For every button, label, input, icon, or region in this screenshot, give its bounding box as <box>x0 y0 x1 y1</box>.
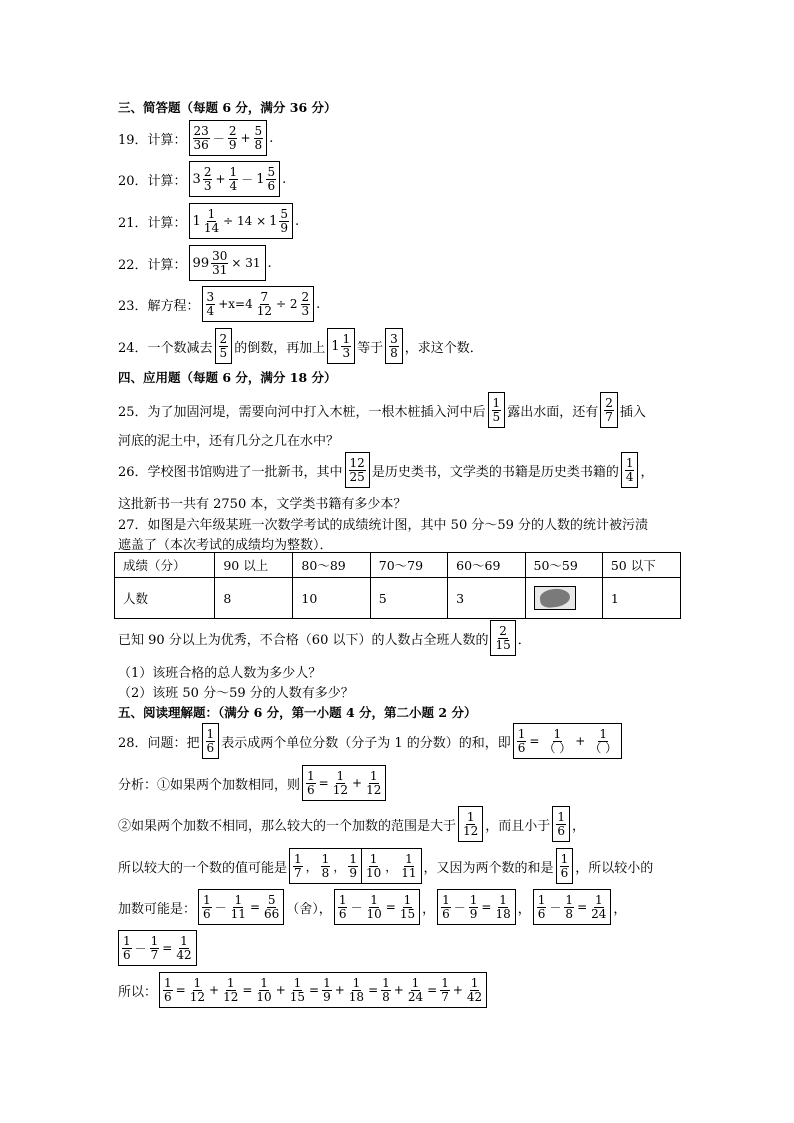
fraction-box: 2 5 <box>215 328 233 364</box>
analysis-3-text-1: 所以较大的一个数的值可能是 <box>118 860 288 876</box>
stain-blob <box>538 587 570 609</box>
fraction-box: $\frac{1}{6}$ = 1 （ ） + 1 （ ） <box>513 723 622 759</box>
section-5-title: 五、阅读理解题：（满分 6 分，第一小题 4 分，第二小题 2 分） <box>118 705 477 720</box>
question-23-formula: 3 4 +x=4 $\frac{7}{12}$ ÷ 2 2 3 <box>202 286 315 322</box>
fraction-box: 1 6 <box>552 806 570 842</box>
analysis-1 <box>118 765 388 801</box>
analysis-2 <box>118 806 585 842</box>
question-23: 23．解方程： 3 4 +x=4 $\frac{7}{12}$ ÷ 2 2 3 . <box>118 286 320 322</box>
question-20-label: 20．计算： <box>118 173 187 189</box>
question-21: 21．计算： 1 $\frac{1}{14}$ ÷ 14 × 1 5 9 . <box>118 203 299 239</box>
question-19-label: 19．计算： <box>118 132 187 148</box>
analysis-2-text-3: ， <box>571 818 585 834</box>
question-26-line-2: 这批新书一共有 2750 本，文学类书籍有多少本？ <box>118 497 407 512</box>
table-cell: 50～59 <box>525 553 602 578</box>
fraction-box: 3 8 <box>385 328 403 364</box>
question-24-text-1: 24．一个数减去 <box>118 340 213 356</box>
stain-cell <box>525 578 602 619</box>
conclusion <box>118 972 489 1008</box>
question-27-sub-2: （2）该班 50 分～59 分的人数有多少？ <box>118 686 354 701</box>
question-24-text-2: 的倒数，再加上 <box>234 340 326 356</box>
fraction-box: 2 7 <box>600 392 618 428</box>
fraction-box: 1 6 <box>556 848 574 884</box>
question-19-formula: 23 36 － 2 9 + $\frac{5}{8}$ <box>189 120 268 156</box>
question-26-text-1: 26．学校图书馆购进了一批新书，其中 <box>118 464 343 480</box>
table-cell: 5 <box>370 578 447 619</box>
question-26-text-2: 是历史类书，文学类的书籍是历史类书籍的 <box>371 464 619 480</box>
table-cell: 70～79 <box>370 553 447 578</box>
table-cell: 1 <box>602 578 680 619</box>
question-28 <box>118 723 624 759</box>
score-table <box>114 552 681 619</box>
question-27-line-1: 27．如图是六年级某班一次数学考试的成绩统计图，其中 50 分～59 分的人数的统计被污渍 <box>118 518 649 533</box>
table-cell: 8 <box>215 578 293 619</box>
fraction-box: 1 1 3 <box>327 328 355 364</box>
question-23-label: 23．解方程： <box>118 298 200 314</box>
analysis-1-text: 分析：①如果两个加数相同，则 <box>118 777 301 793</box>
analysis-4-text-1: 加数可能是： <box>118 901 197 917</box>
analysis-5 <box>118 930 199 966</box>
table-cell: 10 <box>293 578 370 619</box>
question-25-line-2: 河底的泥土中，还有几分之几在水中？ <box>118 434 340 449</box>
analysis-3-text-2: ，又因为两个数的和是 <box>423 860 554 876</box>
question-22-formula: 99 $\frac{30}{31}$ × 31 <box>189 245 266 281</box>
fraction-box: 1 6 － $\frac{1}{7}$ = $\frac{1}{42}$ <box>118 930 197 966</box>
table-cell: 人数 <box>115 578 215 619</box>
fraction-box: $\frac{1}{6}$ = $\frac{1}{12}$ + $\frac{1}{12}$ <box>302 765 386 801</box>
question-25-text-1: 25．为了加固河堤，需要向河中打入木桩，一根木桩插入河中后 <box>118 404 486 420</box>
table-cell: 3 <box>448 578 525 619</box>
fraction-box: 1 6 － $\frac{1}{10}$ = $\frac{1}{15}$ <box>334 889 420 925</box>
fraction-box: 1 6 <box>202 723 220 759</box>
fraction-box: 1 12 <box>458 806 483 842</box>
fraction-box: 1 6 － $\frac{1}{8}$ = $\frac{1}{24}$ <box>533 889 612 925</box>
fraction-box: 1 7 ， 1 8 ， 1 9 <box>289 848 362 884</box>
question-21-label: 21．计算： <box>118 215 187 231</box>
analysis-3-text-3: ，所以较小的 <box>575 860 654 876</box>
question-25-text-2: 露出水面，还有 <box>507 404 599 420</box>
table-row <box>115 578 681 619</box>
fraction-box: $\frac{1}{6}$ = $\frac{1}{12}$ + $\frac{1}{12}$ = $\frac{1}{10}$ + $\frac{1}{15}$ = $\frac{1}{9}$ + $\frac{1}{18}$ = $\frac{1}{8}$ + $\frac{1}{24}$ = $\frac{1}{7}$ + $\frac{1}{42}$ <box>159 972 487 1008</box>
question-26 <box>118 452 654 488</box>
table-header-row <box>115 553 681 578</box>
question-21-formula: 1 $\frac{1}{14}$ ÷ 14 × 1 5 9 <box>189 203 294 239</box>
question-27-sub-1: （1）该班合格的总人数为多少人？ <box>118 666 322 681</box>
question-27-line-2: 遮盖了（本次考试的成绩均为整数）． <box>118 538 333 553</box>
table-cell: 80～89 <box>293 553 370 578</box>
question-22-label: 22．计算： <box>118 257 187 273</box>
fraction-box: 12 25 <box>345 452 370 488</box>
section-4-title: 四、应用题（每题 6 分，满分 18 分） <box>118 370 337 385</box>
question-27-text-2: ． <box>517 632 531 648</box>
question-24-text-4: ，求这个数． <box>404 340 483 356</box>
section-3-title: 三、简答题（每题 6 分，满分 36 分） <box>118 100 337 115</box>
analysis-4-text-2: （舍）， <box>286 901 332 917</box>
fraction-box: 1 5 <box>488 392 506 428</box>
fraction-box: 1 6 － $\frac{1}{11}$ = $\frac{5}{66}$ <box>198 889 284 925</box>
question-28-text-1: 28．问题：把 <box>118 735 200 751</box>
fraction-box: 1 4 <box>621 452 639 488</box>
question-20: 20．计算： 3 2 3 + $\frac{1}{4}$ － 1 5 6 . <box>118 161 286 197</box>
question-25 <box>118 392 646 428</box>
fraction-box: 1 10 ， 1 11 <box>361 848 422 884</box>
table-cell: 成绩（分） <box>115 553 215 578</box>
analysis-2-text-2: ，而且小于 <box>485 818 551 834</box>
table-cell: 60～69 <box>448 553 525 578</box>
question-26-text-3: ， <box>640 464 654 480</box>
analysis-2-text-1: ②如果两个加数不相同，那么较大的一个加数的范围是大于 <box>118 818 457 834</box>
analysis-3 <box>118 848 653 884</box>
question-24 <box>118 328 483 364</box>
question-24-text-3: 等于 <box>357 340 384 356</box>
table-cell: 90 以上 <box>215 553 293 578</box>
fraction-box: 1 6 － $\frac{1}{9}$ = $\frac{1}{18}$ <box>437 889 516 925</box>
question-27-after <box>118 620 531 656</box>
question-20-formula: 3 2 3 + $\frac{1}{4}$ － 1 5 6 <box>189 161 281 197</box>
table-cell: 50 以下 <box>602 553 680 578</box>
question-22: 22．计算： 99 $\frac{30}{31}$ × 31 . <box>118 245 272 281</box>
question-27-text-1: 已知 90 分以上为优秀，不合格（60 以下）的人数占全班人数的 <box>118 632 489 648</box>
conclusion-label: 所以： <box>118 984 158 1000</box>
question-19: 19．计算： 23 36 － 2 9 + $\frac{5}{8}$ . <box>118 120 273 156</box>
fraction-box: 2 15 <box>490 620 515 656</box>
ink-stain-image <box>534 586 576 610</box>
question-25-text-3: 插入 <box>619 404 646 420</box>
question-28-text-2: 表示成两个单位分数（分子为 1 的分数）的和，即 <box>221 735 511 751</box>
analysis-4: 加数可能是： 1 6 － $\frac{1}{11}$ = $\frac{5}{66}$ （舍）， 1 6 － $\frac{1}{10}$ = $\frac{1}{15}$ ， 1 6 － $\frac{1}{9}$ = $\frac{1}{18}$ ， 1 6 － $\frac{1}{8}$ = $\frac{1}{24}$ ， <box>118 889 626 925</box>
